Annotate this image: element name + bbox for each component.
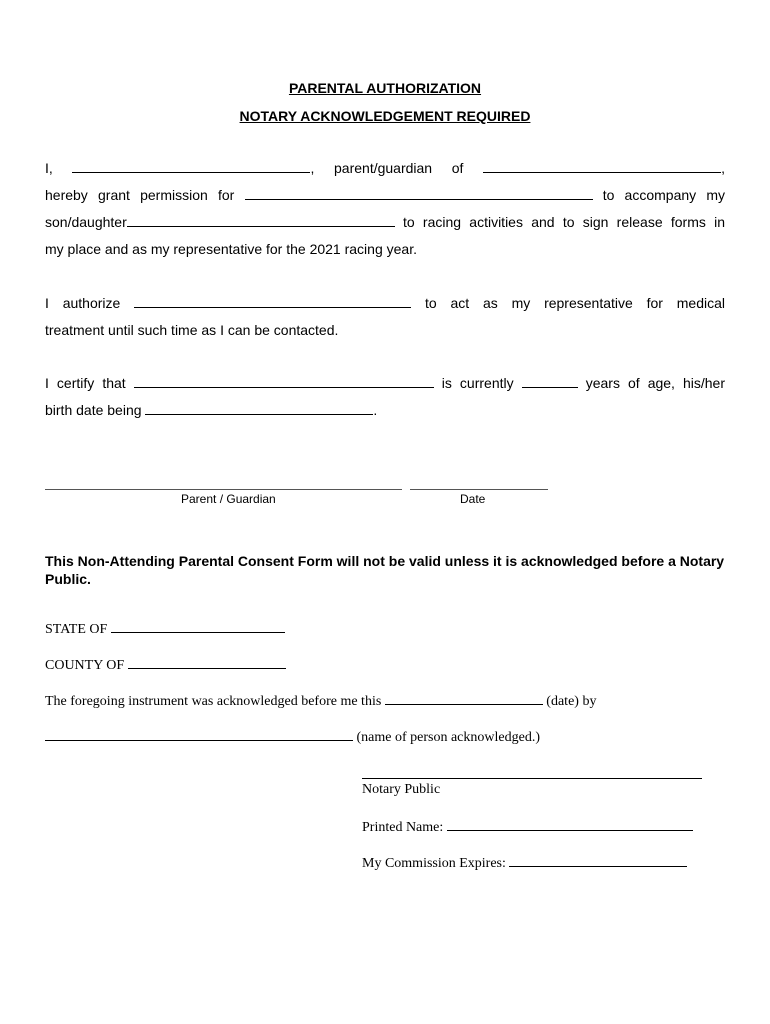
consent-line-1 (45, 160, 725, 176)
notary-warning: This Non-Attending Parental Consent Form will not be valid unless it is acknowledged before a Notary Public. (45, 553, 725, 587)
consent-text: son/daughter (45, 214, 127, 230)
consent-line-4: my place and as my representative for the 2021 racing year. (45, 241, 417, 257)
consent-line-3 (45, 214, 725, 230)
notary-signature-line[interactable] (362, 778, 702, 779)
notary-public-label: Notary Public (362, 782, 441, 797)
foregoing-line (45, 692, 596, 710)
birth-date-field[interactable] (145, 402, 373, 415)
foregoing-text: (date) by (546, 694, 597, 709)
son-daughter-field[interactable] (127, 214, 395, 227)
certify-line-1 (45, 375, 725, 391)
county-line (45, 656, 286, 674)
consent-text: I, (45, 160, 53, 176)
county-field[interactable] (128, 656, 286, 669)
certify-line-2 (45, 402, 725, 418)
consent-text: , (721, 160, 726, 176)
consent-text: hereby grant permission for (45, 187, 235, 203)
parent-guardian-label: Parent / Guardian (181, 492, 276, 506)
commission-expires-field[interactable] (509, 854, 687, 867)
commission-line (362, 854, 687, 872)
authorize-text: I authorize (45, 295, 121, 311)
certify-text: . (373, 402, 378, 418)
parent-signature-line[interactable] (45, 489, 402, 490)
printed-name-line (362, 818, 693, 836)
date-label: Date (460, 492, 486, 506)
certify-text: is currently (441, 375, 514, 391)
minor-name-field[interactable] (483, 160, 721, 173)
county-label: COUNTY OF (45, 658, 125, 673)
representative-name-field[interactable] (245, 187, 593, 200)
certify-text: I certify that (45, 375, 126, 391)
acknowledgement-date-field[interactable] (385, 692, 543, 705)
age-field[interactable] (522, 375, 578, 388)
consent-text: , (310, 160, 315, 176)
consent-text: of (451, 160, 464, 176)
acknowledged-name-field[interactable] (45, 728, 353, 741)
printed-name-label: Printed Name: (362, 820, 444, 835)
state-label: STATE OF (45, 622, 108, 637)
certified-name-field[interactable] (134, 375, 434, 388)
consent-line-2 (45, 187, 725, 203)
document-subtitle: NOTARY ACKNOWLEDGEMENT REQUIRED (239, 108, 531, 124)
acknowledged-name-line (45, 728, 540, 746)
parent-name-field[interactable] (72, 160, 310, 173)
commission-label: My Commission Expires: (362, 856, 506, 871)
acknowledged-name-label: (name of person acknowledged.) (356, 730, 540, 745)
state-field[interactable] (111, 620, 285, 633)
authorize-line-1 (45, 295, 725, 311)
certify-text: birth date being (45, 402, 142, 418)
certify-text: years of age, his/her (585, 375, 726, 391)
consent-text: to accompany my (602, 187, 725, 203)
document-title: PARENTAL AUTHORIZATION (288, 80, 482, 96)
consent-text: parent/guardian (334, 160, 433, 176)
state-line (45, 620, 285, 638)
authorize-text: to act as my representative for medical (424, 295, 726, 311)
consent-text: to racing activities and to sign release forms in (402, 214, 725, 230)
foregoing-text: The foregoing instrument was acknowledged before me this (45, 694, 382, 709)
printed-name-field[interactable] (447, 818, 693, 831)
medical-representative-field[interactable] (134, 295, 411, 308)
authorize-line-2: treatment until such time as I can be contacted. (45, 322, 339, 338)
signature-date-line[interactable] (410, 489, 548, 490)
